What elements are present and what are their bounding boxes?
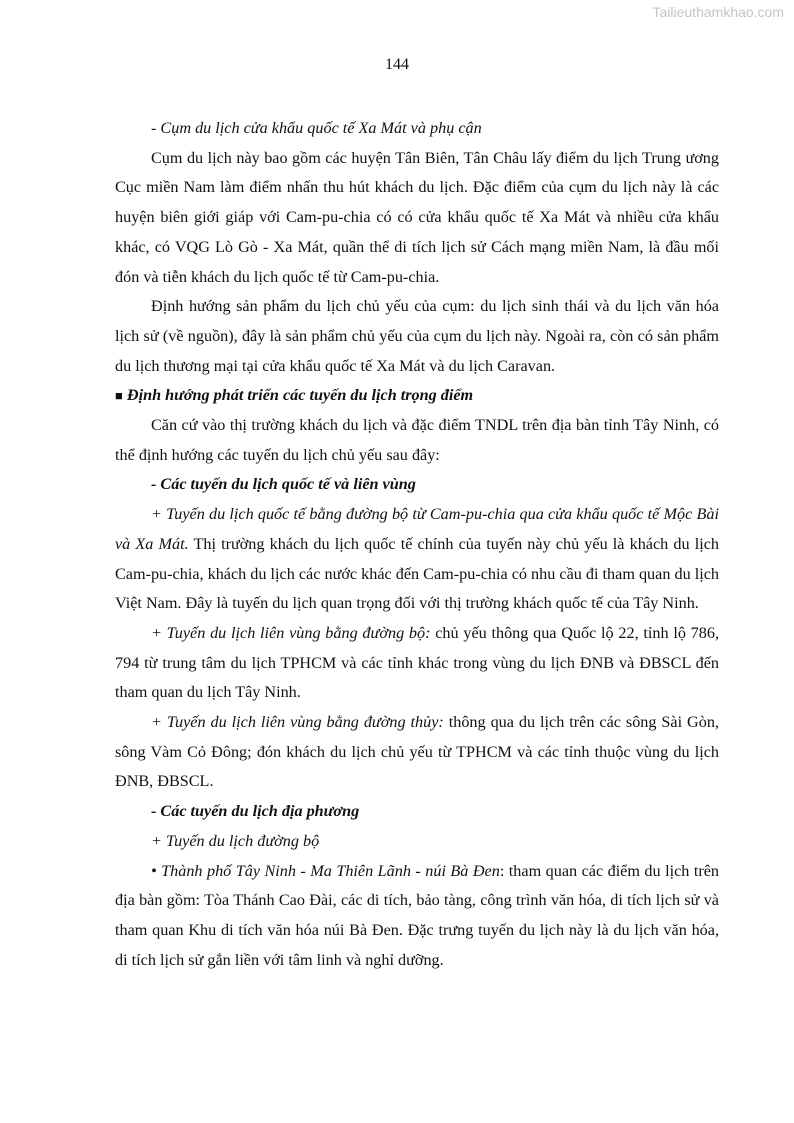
page-number: 144 — [385, 56, 409, 73]
subheading-international-routes: - Các tuyến du lịch quốc tế và liên vùng — [151, 475, 416, 494]
paragraph: Căn cứ vào thị trường khách du lịch và đặc điểm TNDL trên địa bàn tỉnh Tây Ninh, có thể định hướng các tuyến du lịch chủ yếu sau đây: — [115, 416, 719, 464]
paragraph: Định hướng sản phẩm du lịch chủ yếu của cụm: du lịch sinh thái và du lịch văn hóa lịch sử (về nguồn), đây là sản phẩm chủ yếu của cụm du lịch này. Ngoài ra, còn có sản phẩm du lịch thương mại tại cửa khẩu quốc tế Xa Mát và du lịch Caravan. — [115, 297, 719, 375]
subheading-local-routes: - Các tuyến du lịch địa phương — [151, 802, 360, 821]
section-heading-routes: ■ Định hướng phát triển các tuyến du lịch trọng điểm — [115, 386, 474, 405]
paragraph: + Tuyến du lịch liên vùng bằng đường thủy: thông qua du lịch trên các sông Sài Gòn, sông Vàm Cỏ Đông; đón khách du lịch chủ yếu từ TPHCM và các tỉnh thuộc vùng du lịch ĐNB, ĐBSCL. — [115, 713, 719, 791]
square-bullet-icon: ■ — [115, 388, 123, 404]
paragraph: + Tuyến du lịch quốc tế bằng đường bộ từ Cam-pu-chia qua cửa khẩu quốc tế Mộc Bài và Xa Mát. Thị trường khách du lịch quốc tế chính của tuyến này chủ yếu là khách du lịch Cam-pu-chia, khách du lịch các nước khác đến Cam-pu-chia có nhu cầu đi tham quan du lịch Việt Nam. Đây là tuyến du lịch quan trọng đối với thị trường khách quốc tế của Tây Ninh. — [115, 505, 719, 613]
paragraph: + Tuyến du lịch liên vùng bằng đường bộ: chủ yếu thông qua Quốc lộ 22, tỉnh lộ 786, 794 từ trung tâm du lịch TPHCM và các tỉnh khác trong vùng du lịch ĐNB và ĐBSCL đến tham quan du lịch Tây Ninh. — [115, 623, 719, 702]
subsection-heading-xa-mat: - Cụm du lịch cửa khẩu quốc tế Xa Mát và phụ cận — [151, 119, 482, 137]
watermark: Tailieuthamkhao.com — [652, 4, 784, 20]
document-body — [115, 114, 719, 975]
paragraph: • Thành phố Tây Ninh - Ma Thiên Lãnh - núi Bà Đen: tham quan các điểm du lịch trên địa bàn gồm: Tòa Thánh Cao Đài, các di tích, bảo tàng, công trình văn hóa, di tích lịch sử và tham quan Khu di tích văn hóa núi Bà Đen. Đặc trưng tuyến du lịch này là du lịch văn hóa, di tích lịch sử gắn liền với tâm linh và nghỉ dưỡng. — [115, 861, 719, 969]
paragraph: Cụm du lịch này bao gồm các huyện Tân Biên, Tân Châu lấy điểm du lịch Trung ương Cục miền Nam làm điểm nhấn thu hút khách du lịch. Đặc điểm của cụm du lịch này là các huyện biên giới giáp với Cam-pu-chia có có cửa khẩu quốc tế Xa Mát và nhiều cửa khẩu khác, có VQG Lò Gò - Xa Mát, quần thể di tích lịch sử Cách mạng miền Nam, là đầu mối đón và tiễn khách du lịch quốc tế từ Cam-pu-chia. — [115, 148, 719, 286]
paragraph: + Tuyến du lịch đường bộ — [151, 831, 320, 850]
